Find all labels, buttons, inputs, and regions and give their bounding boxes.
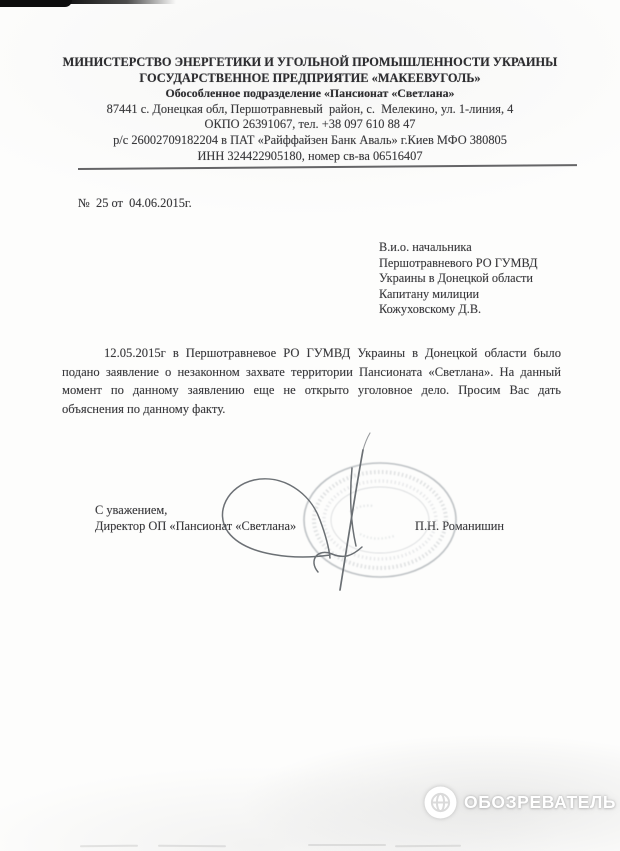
signer-name: П.Н. Романишин [415,519,505,533]
letterhead-divider [78,164,577,170]
scan-smudge [80,845,138,848]
letterhead-division: Обособленное подразделение «Пансионат «Светлана» [165,86,455,101]
obozrevatel-watermark [424,786,616,819]
scan-smudge [395,845,461,848]
scan-smudge [308,844,386,846]
signer-title: Директор ОП «Пансионат «Светлана» [95,519,297,533]
reference-number-line: № 25 от 04.06.2015г. [78,196,192,210]
recipient-line: Кожуховскому Д.В. [379,302,482,316]
letterhead-okpo-phone: ОКПО 26391067, тел. +38 097 610 88 47 [204,117,416,132]
letterhead-inn: ИНН 324422905180, номер св-ва 06516407 [197,148,423,163]
closing-line: С уважением, [95,503,168,517]
letterhead-address: 87441 с. Донецкая обл, Першотравневый район, с. Мелекино, ул. 1-линия, 4 [106,101,514,116]
recipient-line: Украины в Донецкой области [379,271,533,285]
recipient-line: В.и.о. начальника [379,240,472,254]
recipient-block [379,240,538,318]
obozrevatel-wordmark: ОБОЗРЕВАТЕЛЬ [464,792,617,812]
letterhead [0,55,620,164]
recipient-line: Першотравневого РО ГУМВД [379,255,538,270]
letterhead-bank-details: р/с 26002709182204 в ПАТ «Райффайзен Банк Аваль» г.Киев МФО 380805 [113,132,507,147]
recipient-line: Капитану милиции [379,286,480,301]
scan-smudge [158,845,226,847]
letterhead-ministry: МИНИСТЕРСТВО ЭНЕРГЕТИКИ И УГОЛЬНОЙ ПРОМЫШЛЕННОСТИ УКРАИНЫ [62,55,558,69]
body-paragraph: 12.05.2015г в Першотравневое РО ГУМВД Украины в Донецкой области было подано заявление о незаконном захвате территории Пансионата «Светлана». На данный момент по данному заявлению еще не открыто уголовное дело. Просим Вас дать объяснения по данному факту. [62,346,561,416]
handwritten-signature [200,425,430,605]
letterhead-enterprise: ГОСУДАРСТВЕННОЕ ПРЕДПРИЯТИЕ «МАКЕЕВУГОЛЬ» [139,70,481,85]
scan-artifact-top-corner [0,0,72,7]
obozrevatel-globe-icon [424,786,457,819]
